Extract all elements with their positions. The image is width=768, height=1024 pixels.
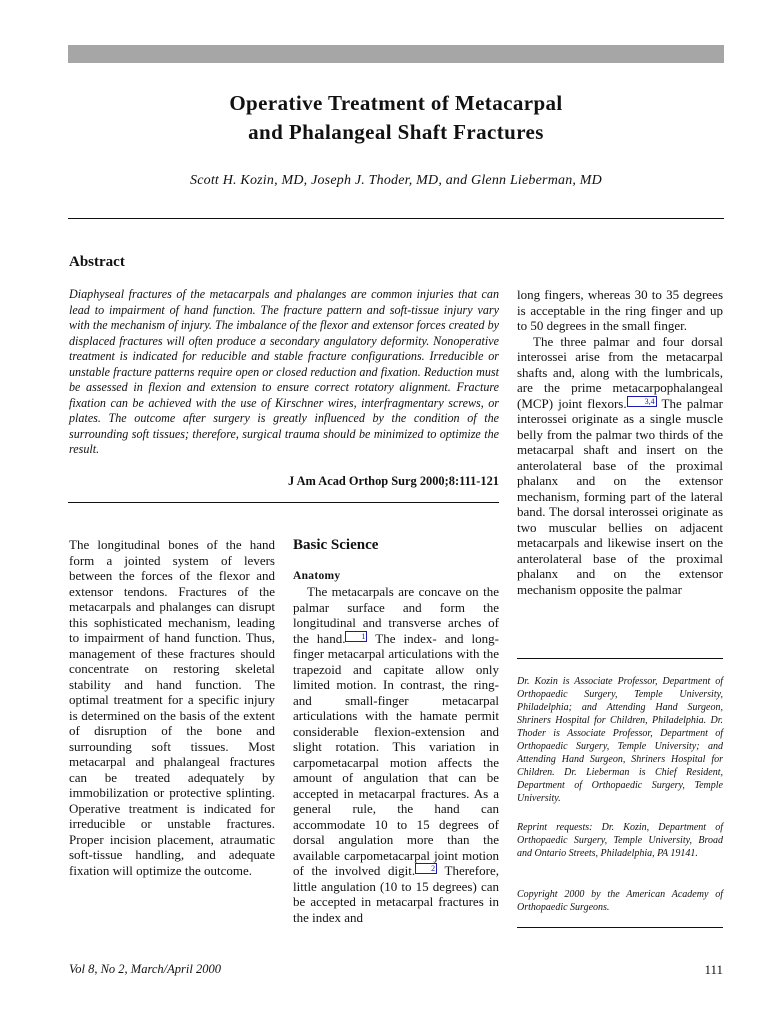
abstract-divider [68, 502, 499, 503]
author-list: Scott H. Kozin, MD, Joseph J. Thoder, MD, and Glenn Lieberman, MD [190, 173, 602, 188]
interossei-text-part-b: The palmar interossei originate as a single muscle belly from the palmar two thirds of the metacarpal shaft and insert on the anterolateral base of the proximal phalanx and on the extensor mechanism, forming part of the lateral band. The dorsal interossei originate as two muscular bellies on adjacent metacarpals and likewise insert on the anterolateral base of the proximal phalanx and on the extensor mechanism opposite the palmar [517, 395, 723, 597]
page-number: 111 [704, 962, 723, 977]
abstract-heading: Abstract [69, 254, 125, 270]
title-divider [68, 218, 724, 219]
article-title [68, 89, 724, 147]
introduction-text: The longitudinal bones of the hand form a jointed system of levers between the forces of the flexor and extensor tendons. Fractures of the metacarpals and phalanges can disrupt this sophisticated mechanism, leading to impairment of hand function. Thus, management of these fractures should concentrate on restoring skeletal stability and hand function. The optimal treatment for a specific injury is determined on the basis of the extent of disruption of the bone and surrounding soft tissues. Most metacarpal and phalangeal fractures can be treated adequately by immobilization or protective splinting. Operative treatment is indicated for irreducible or unstable fractures. Proper incision placement, atraumatic soft-tissue handling, and adequate fixation will optimize the outcome. [69, 537, 275, 878]
header-bar [68, 45, 724, 63]
anatomy-text-part-b: The index- and long-finger metacarpal articulations with the trapezoid and capitate allow only limited motion. In contrast, the ring- and small-finger metacarpal articulations with the hamate permit considerable flexion-extension and slight rotation. This variation in carpometacarpal motion affects the amount of angulation that can be accepted in metacarpal fractures. As a general rule, the hand can accommodate 10 to 15 degrees of dorsal angulation more than the available carpometacarpal joint motion of the involved digit. [293, 630, 500, 878]
anatomy-text [293, 584, 499, 925]
reference-link[interactable]: 3,4 [627, 396, 657, 407]
reference-link[interactable]: 2 [415, 863, 437, 874]
abstract-body: Diaphyseal fractures of the metacarpals and phalanges are common injuries that can lead to impairment of hand function. The fracture pattern and soft-tissue injury vary with the mechanism of injury. The imbalance of the flexor and extensor forces created by displaced fractures will often produce a secondary angulatory deformity. Nonoperative treatment is indicated for reducible and stable fracture configurations. Irreducible or unstable fracture patterns require open or closed reduction and fixation. Reduction must be assessed in flexion and extension to ensure correct rotatory alignment. Fracture fixation can be achieved with the use of Kirschner wires, interfragmentary screws, or plates. The outcome after surgery is greatly influenced by the condition of the surrounding soft tissues; therefore, surgical trauma should be minimized to optimize the result. [69, 287, 499, 456]
issue-info: Vol 8, No 2, March/April 2000 [69, 962, 221, 976]
interossei-text-part-a: The three palmar and four dorsal interossei arise from the metacarpal shafts and, along with the lumbricals, are the prime metacarpophalangeal (MCP) joint flexors. [517, 333, 723, 411]
anatomy-text-part-c: Therefore, little angulation (10 to 15 degrees) can be accepted in metacarpal fractures in the index and [293, 863, 499, 925]
column-three-text [517, 287, 723, 597]
title-line-1: Operative Treatment of Metacarpal [229, 91, 563, 115]
notes-divider-top [517, 658, 723, 659]
notes-divider-bottom [517, 927, 723, 928]
title-line-2: and Phalangeal Shaft Fractures [248, 120, 544, 144]
section-heading-basic-science: Basic Science [293, 537, 379, 553]
reprint-requests: Reprint requests: Dr. Kozin, Department of Orthopaedic Surgery, Temple University, Broad and Ontario Streets, Philadelphia, PA 19141. [517, 822, 723, 859]
author-affiliations: Dr. Kozin is Associate Professor, Department of Orthopaedic Surgery, Temple University, Philadelphia; and Attending Hand Surgeon, Shriners Hospital for Children, Philadelphia. Dr. Thoder is Associate Professor, Department of Orthopaedic Surgery, Temple University; and Attending Hand Surgeon, Shriners Hospital for Children. Dr. Lieberman is Chief Resident, Department of Orthopaedic Surgery, Temple University. [517, 676, 723, 804]
angulation-paragraph: long fingers, whereas 30 to 35 degrees is acceptable in the ring finger and up to 50 degrees in the small finger. [517, 287, 723, 333]
anatomy-text-part-a: The metacarpals are concave on the palmar surface and form the longitudinal and transverse arches of the hand. [293, 584, 499, 646]
reference-link[interactable]: 1 [345, 631, 367, 642]
subsection-heading-anatomy: Anatomy [293, 570, 341, 582]
copyright-notice: Copyright 2000 by the American Academy of Orthopaedic Surgeons. [517, 889, 723, 913]
interossei-paragraph [517, 334, 723, 598]
journal-citation: J Am Acad Orthop Surg 2000;8:111-121 [288, 474, 499, 488]
